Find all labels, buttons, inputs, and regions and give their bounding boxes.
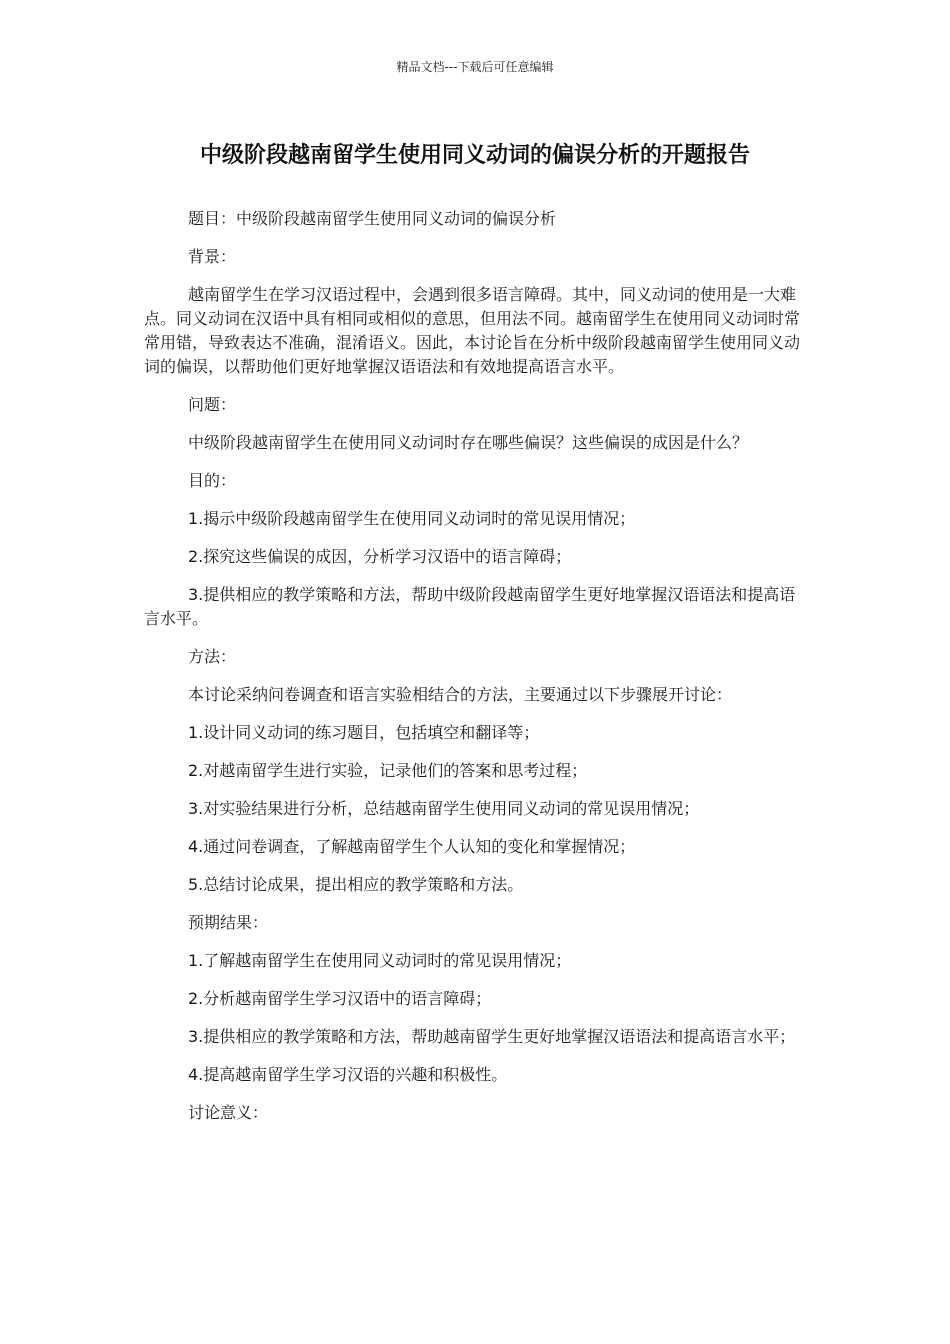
list-item: 4.通过问卷调查，了解越南留学生个人认知的变化和掌握情况； <box>188 837 636 856</box>
paragraph-background: 越南留学生在学习汉语过程中，会遇到很多语言障碍。其中，同义动词的使用是一大难点。同义动词在汉语中具有相同或相似的意思，但用法不同。越南留学生在使用同义动词时常常用错，导致表达不准确，混淆语义。因此，本讨论旨在分析中级阶段越南留学生使用同义动词的偏误，以帮助他们更好地掌握汉语语法和有效地提高语言水平。 <box>144 285 801 376</box>
list-item: 2.对越南留学生进行实验，记录他们的答案和思考过程； <box>188 761 588 780</box>
heading-purpose: 目的： <box>188 471 237 490</box>
heading-background: 背景： <box>188 247 237 266</box>
list-item: 4.提高越南留学生学习汉语的兴趣和积极性。 <box>188 1065 508 1084</box>
document-title: 中级阶段越南留学生使用同义动词的偏误分析的开题报告 <box>199 143 750 168</box>
list-item: 3.对实验结果进行分析，总结越南留学生使用同义动词的常见误用情况； <box>188 799 700 818</box>
heading-expected-results: 预期结果： <box>188 913 269 932</box>
list-item: 1.设计同义动词的练习题目，包括填空和翻译等； <box>188 723 540 742</box>
list-item: 1.了解越南留学生在使用同义动词时的常见误用情况； <box>188 951 572 970</box>
paragraph-method: 本讨论采纳问卷调查和语言实验相结合的方法，主要通过以下步骤展开讨论： <box>188 685 733 704</box>
list-item: 5.总结讨论成果，提出相应的教学策略和方法。 <box>188 875 524 894</box>
paragraph-topic: 题目：中级阶段越南留学生使用同义动词的偏误分析 <box>188 209 557 228</box>
heading-method: 方法： <box>188 647 237 666</box>
document-body <box>144 207 806 1139</box>
list-item: 3.提供相应的教学策略和方法，帮助中级阶段越南留学生更好地掌握汉语语法和提高语言水平。 <box>144 585 796 628</box>
header-note: 精品文档---下载后可任意编辑 <box>396 60 554 74</box>
heading-significance: 讨论意义： <box>188 1103 269 1122</box>
list-item: 3.提供相应的教学策略和方法，帮助越南留学生更好地掌握汉语语法和提高语言水平； <box>188 1027 796 1046</box>
heading-question: 问题： <box>188 395 237 414</box>
list-item: 1.揭示中级阶段越南留学生在使用同义动词时的常见误用情况； <box>188 509 636 528</box>
list-item: 2.探究这些偏误的成因，分析学习汉语中的语言障碍； <box>188 547 572 566</box>
list-item: 2.分析越南留学生学习汉语中的语言障碍； <box>188 989 492 1008</box>
paragraph-question: 中级阶段越南留学生在使用同义动词时存在哪些偏误？这些偏误的成因是什么？ <box>188 433 749 452</box>
